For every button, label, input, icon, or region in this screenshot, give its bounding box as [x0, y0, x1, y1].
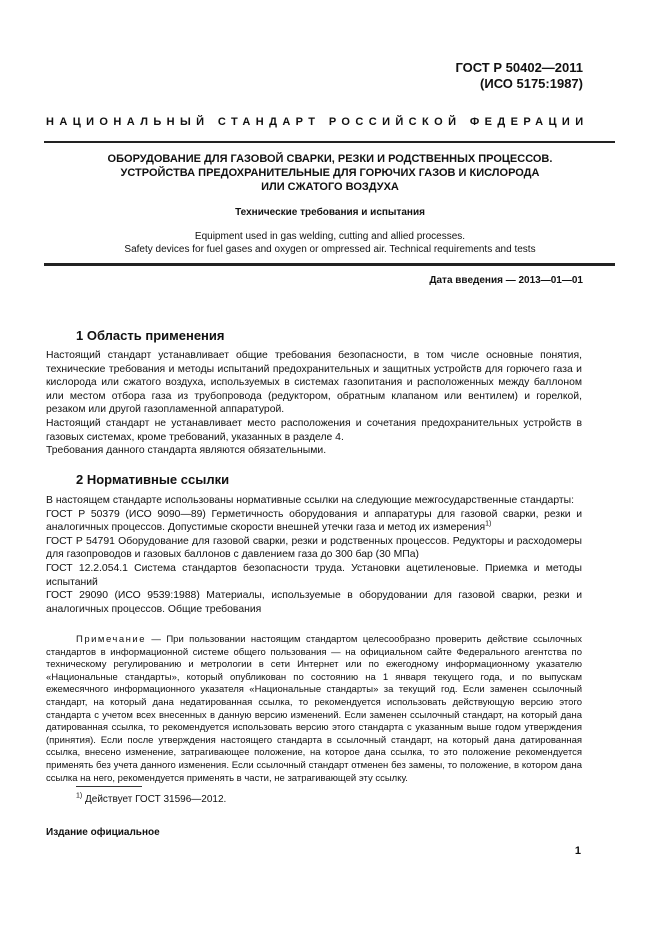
section-1-heading: 1 Область применения — [76, 328, 225, 343]
footnote — [76, 794, 226, 805]
section-2-heading: 2 Нормативные ссылки — [76, 472, 230, 487]
title-line-1: ОБОРУДОВАНИЕ ДЛЯ ГАЗОВОЙ СВАРКИ, РЕЗКИ И РОДСТВЕННЫХ ПРОЦЕССОВ. — [107, 153, 553, 165]
section-1-paragraph-3: Требования данного стандарта являются обязательными. — [46, 445, 327, 457]
document-subtitle: Технические требования и испытания — [235, 207, 425, 218]
note-label: Примечание — [76, 634, 146, 645]
note-text: — При пользовании настоящим стандартом целесообразно проверить действие ссылочных стандартов в информационной системе общего пользования — на официальном сайте Федерального агентства по техническому регулированию и метрологии в сети Интернет или по ежегодному информационному указателю «Национальные стандарты», который опубликован по состоянию на 1 января текущего года, и по выпускам ежемесячного информационного указателя «Национальные стандарты» за текущий год. Если заменен ссылочный стандарт, на который дана недатированная ссылка, то рекомендуется использовать действующую версию этого стандарта с учетом всех внесенных в данную версию изменений. Если заменен ссылочный стандарт, на который дана датированная ссылка, то рекомендуется использовать версию этого стандарта с указанным выше годом утверждения (принятия). Если после утверждения настоящего стандарта в ссылочный стандарт, на который дана датированная ссылка, внесено изменение, затрагивающее положение, на которое дана ссылка, то это положение рекомендуется применять без учета данного изменения. Если ссылочный стандарт отменен без замены, то положение, в котором дана ссылка на него, рекомендуется применять в части, не затрагивающей эту ссылку. — [46, 634, 582, 784]
note-paragraph — [46, 634, 582, 785]
normative-reference-3: ГОСТ 12.2.054.1 Система стандартов безопасности труда. Установки ацетиленовые. Приемка и методы испытаний — [46, 562, 582, 588]
title-divider — [44, 263, 615, 266]
introduction-date: Дата введения — 2013—01—01 — [429, 275, 583, 286]
section-1-body — [46, 349, 582, 458]
section-1-paragraph-1 — [46, 349, 582, 417]
normative-reference-1 — [46, 508, 582, 535]
footnote-marker-bottom: 1) — [76, 792, 83, 800]
normative-reference-4: ГОСТ 29090 (ИСО 9539:1988) Материалы, используемые в оборудовании для газовой сварки, резки и аналогичных процессов. Общие требования — [46, 590, 582, 615]
page-number: 1 — [574, 845, 581, 857]
section-2-body — [46, 494, 582, 616]
note-block — [46, 634, 582, 785]
section-1-paragraph-1-text: Настоящий стандарт устанавливает общие требования безопасности, в том числе основные понятия, технические требования и методы испытаний предохранительных и защитных устройств для горючего газа и кислорода или сжатого воздуха, используемых в системах газопитания и расположенных между баллоном или местом отбора газа из трубопровода (редуктором, обратным клапаном или вентилем) и горелкой, резаком или другой газопламенной аппаратурой. — [46, 350, 582, 416]
english-title-line-1: Equipment used in gas welding, cutting and allied processes. — [194, 231, 466, 242]
national-standard-banner: НАЦИОНАЛЬНЫЙ СТАНДАРТ РОССИЙСКОЙ ФЕДЕРАЦИИ — [46, 116, 589, 128]
footnote-marker: 1) — [485, 520, 492, 528]
normative-reference-2: ГОСТ Р 54791 Оборудование для газовой сварки, резки и родственных процессов. Редукторы и расходомеры для газопроводов и газовых баллонов с давлением газа до 300 бар (30 МПа) — [46, 535, 582, 561]
iso-code: (ИСО 5175:1987) — [480, 76, 583, 91]
english-title — [60, 230, 600, 256]
title-line-3: ИЛИ СЖАТОГО ВОЗДУХА — [261, 181, 399, 193]
footnote-divider — [76, 786, 142, 787]
standard-header — [455, 60, 583, 92]
footnote-text: Действует ГОСТ 31596—2012. — [82, 794, 227, 805]
normative-reference-1-text: ГОСТ Р 50379 (ИСО 9090—89) Герметичность оборудования и аппаратуры для газовой сварки, резки и аналогичных процессов. Допустимые скорости внешней утечки газа и метод их измерения — [46, 508, 582, 534]
section-2-paragraph-1: В настоящем стандарте использованы нормативные ссылки на следующие межгосударственные стандарты: — [46, 495, 574, 506]
section-1-paragraph-2: Настоящий стандарт не устанавливает место расположения и сочетания предохранительных устройств в газовых системах, кроме требований, указанных в разделе 4. — [46, 417, 582, 443]
english-title-line-2: Safety devices for fuel gases and oxygen or ompressed air. Technical requirements and tests — [124, 244, 536, 255]
standard-code: ГОСТ Р 50402—2011 — [455, 60, 583, 75]
document-title — [60, 152, 600, 194]
top-divider — [44, 141, 615, 143]
official-edition-label: Издание официальное — [46, 827, 160, 838]
title-line-2: УСТРОЙСТВА ПРЕДОХРАНИТЕЛЬНЫЕ ДЛЯ ГОРЮЧИХ ГАЗОВ И КИСЛОРОДА — [120, 167, 540, 179]
